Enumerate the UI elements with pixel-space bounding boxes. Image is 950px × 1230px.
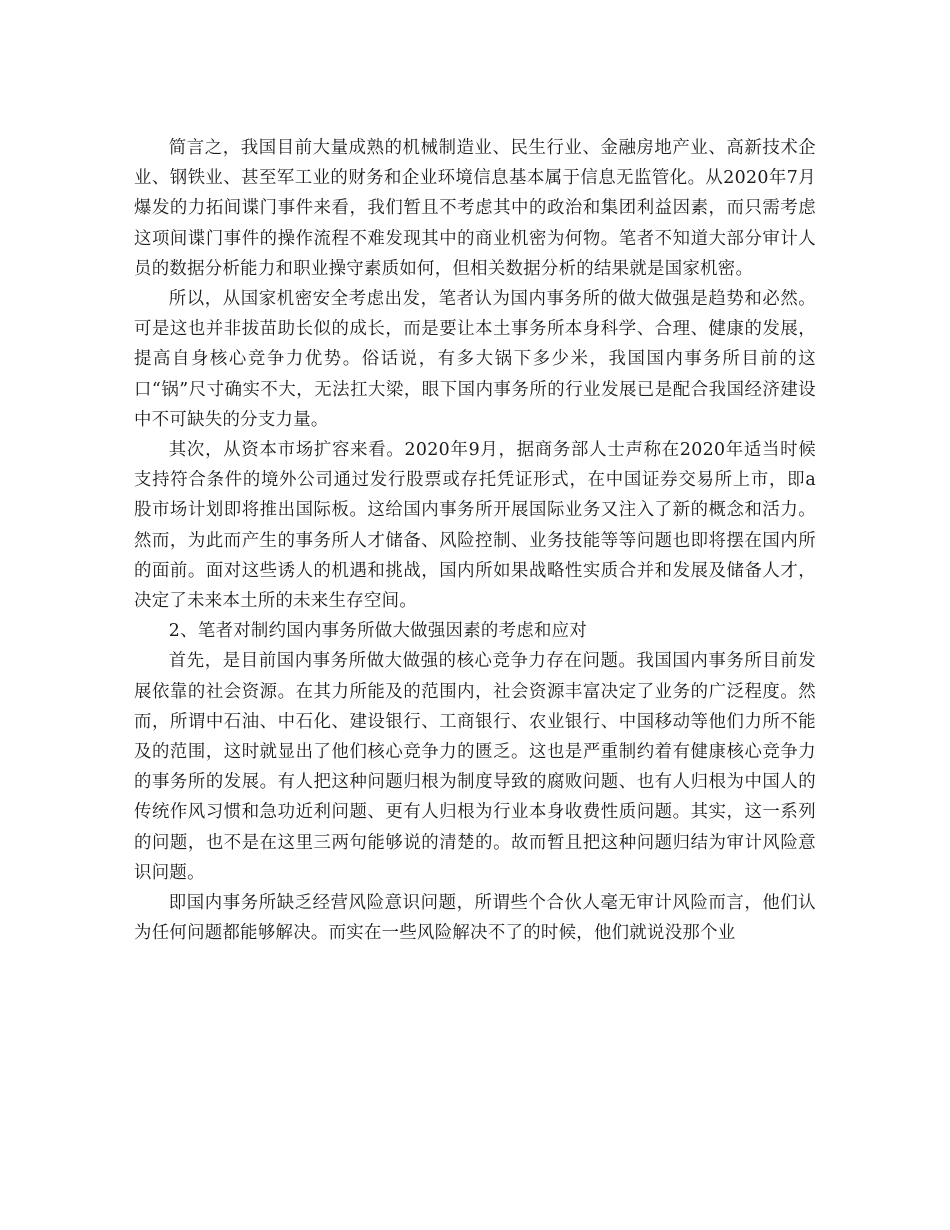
paragraph-summary: 简言之，我国目前大量成熟的机械制造业、民生行业、金融房地产业、高新技术企业、钢铁业、甚至军工业的财务和企业环境信息基本属于信息无监管化。从2020年7月爆发的力拓间谍门事件来看，我们暂且不考虑其中的政治和集团利益因素，而只需考虑这项间谍门事件的操作流程不难发现其中的商业机密为何物。笔者不知道大部分审计人员的数据分析能力和职业操守素质如何，但相关数据分析的结果就是国家机密。 [134,138,816,279]
paragraph-core-competitiveness: 首先，是目前国内事务所做大做强的核心竞争力存在问题。我国国内事务所目前发展依靠的社会资源。在其力所能及的范围内，社会资源丰富决定了业务的广泛程度。然而，所谓中石油、中石化、建设银行、工商银行、农业银行、中国移动等他们力所不能及的范围，这时就显出了他们核心竞争力的匮乏。这也是严重制约着有健康核心竞争力的事务所的发展。有人把这种问题归根为制度导致的腐败问题、也有人归根为中国人的传统作风习惯和急功近利问题、更有人归根为行业本身收费性质问题。其实，这一系列的问题，也不是在这里三两句能够说的清楚的。故而暂且把这种问题归结为审计风险意识问题。 [134,651,816,883]
section-heading: 2、笔者对制约国内事务所做大做强因素的考虑和应对 [168,621,588,642]
document-body [134,133,816,948]
paragraph-risk-awareness: 即国内事务所缺乏经营风险意识问题，所谓些个合伙人毫无审计风险而言，他们认为任何问题都能够解决。而实在一些风险解决不了的时候，他们就说没那个业 [134,893,816,944]
paragraph-national-security: 所以，从国家机密安全考虑出发，笔者认为国内事务所的做大做强是趋势和必然。可是这也并非拔苗助长似的成长，而是要让本土事务所本身科学、合理、健康的发展，提高自身核心竞争力优势。俗话说，有多大锅下多少米，我国国内事务所目前的这口“锅”尺寸确实不大，无法扛大梁，眼下国内事务所的行业发展已是配合我国经济建设中不可缺失的分支力量。 [134,289,816,430]
paragraph-capital-market: 其次，从资本市场扩容来看。2020年9月，据商务部人士声称在2020年适当时候支持符合条件的境外公司通过发行股票或存托凭证形式，在中国证券交易所上市，即a股市场计划即将推出国际板。这给国内事务所开展国际业务又注入了新的概念和活力。然而，为此而产生的事务所人才储备、风险控制、业务技能等等问题也即将摆在国内所的面前。面对这些诱人的机遇和挑战，国内所如果战略性实质合并和发展及储备人才，决定了未来本土所的未来生存空间。 [134,440,816,612]
